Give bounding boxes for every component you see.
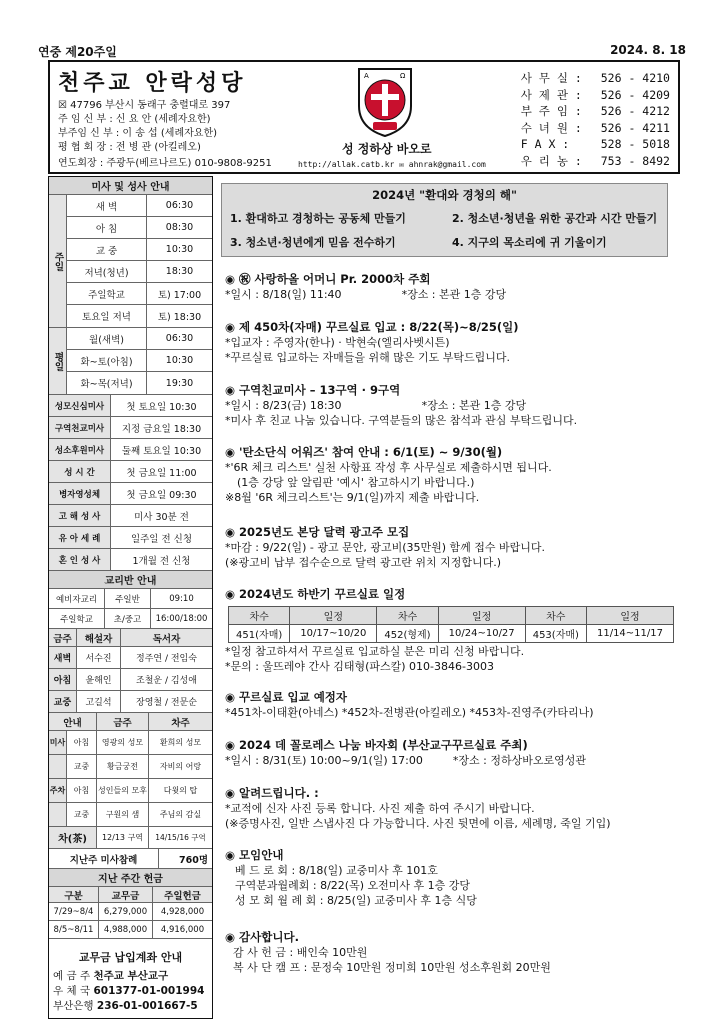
notice-calendar-ads (225, 525, 545, 570)
special-name: 고 해 성 사 (49, 505, 111, 526)
offering-head-period: 구분 (49, 887, 99, 902)
phone-number: 528 - 5018 (600, 137, 670, 152)
account-row (53, 999, 208, 1014)
phone-row (521, 87, 670, 104)
notice-line: 감 사 헌 금 : 배인숙 10만원 (233, 946, 368, 959)
phone-label: 사 제 관 : (520, 87, 582, 102)
attendance-row (49, 849, 212, 869)
account-label: 우 체 국 (53, 985, 91, 997)
special-time: 첫 토요일 10:30 (126, 401, 197, 413)
parish-title: 천주교 안락성당 (58, 71, 247, 96)
offering-header (49, 887, 212, 903)
guide-next-week: 환희의 성모 (159, 738, 202, 747)
table-header-cell: 차수 (229, 607, 290, 625)
special-time: 둘째 토요일 10:30 (121, 445, 202, 457)
guide-this-week: 황금궁전 (97, 755, 149, 778)
special-time: 일주일 전 신청 (130, 533, 193, 545)
phone-number: 526 - 4212 (600, 104, 670, 119)
notice-announcement (225, 786, 611, 831)
notice-line: *마감 : 9/22(일) - 광고 문안, 광고비(35만원) 함께 접수 바랍니다. (225, 541, 546, 554)
notice-line: *교적에 신자 사진 등록 합니다. 사진 제출 하여 주시기 바랍니다. (225, 802, 535, 815)
notice-line: 구역분과월례회 : 8/22(목) 오전미사 후 1층 강당 (235, 879, 470, 892)
mass-name: 토요일 저녁 (67, 305, 147, 327)
offering-period: 7/29~8/4 (49, 903, 99, 920)
guide-row (49, 779, 212, 803)
mass-row (67, 328, 212, 350)
notice-line: *미사 후 친교 나눔 있습니다. 구역분들의 많은 참석과 관심 부탁드립니다. (225, 414, 578, 427)
guide-next-week: 자비의 어랑 (159, 762, 202, 771)
catechism-row (49, 609, 212, 629)
theme-item: 3. 청소년·청년에게 믿음 전수하기 (230, 236, 396, 249)
guide-header (49, 713, 212, 731)
notice-title: ◉ 2025년도 본당 달력 광고주 모집 (225, 525, 410, 539)
offering-head-dues: 교무금 (99, 887, 153, 902)
notice-line: *일시 : 8/18(일) 11:40 (225, 288, 342, 301)
phone-list (521, 70, 670, 170)
tea-row (49, 827, 212, 849)
special-row (49, 461, 212, 483)
special-row (49, 395, 212, 417)
roles-commentator: 윤해인 (77, 669, 121, 690)
account-list (49, 967, 212, 1018)
notice-cursillo-schedule (225, 587, 405, 602)
mass-title: 미사 및 성사 안내 (49, 177, 212, 195)
phone-number: 753 - 8492 (600, 153, 670, 168)
guide-row (49, 755, 212, 779)
svg-text:Ω: Ω (400, 72, 406, 80)
offering-row (49, 921, 212, 939)
table-header-cell: 일정 (586, 607, 673, 625)
svg-text:A: A (364, 72, 369, 80)
notice-line: 복 사 단 캠 프 : 문정숙 10만원 정미희 10만원 성소후원회 20만원 (233, 961, 551, 974)
roles-readers: 정주연 / 전임숙 (136, 654, 197, 664)
phone-row (521, 120, 670, 137)
guide-this-week: 성인들의 모후 (97, 779, 149, 802)
roles-row (49, 691, 212, 713)
assistant-pastor: 부주임 신 부 : 이 송 섭 (세례자요한) (58, 128, 218, 139)
year-theme-box (221, 183, 668, 257)
notice-line: 베 드 로 회 : 8/18(일) 교중미사 후 101호 (235, 864, 438, 877)
guide-mass: 아침 (67, 731, 97, 754)
catechism-name: 예비자교리 (49, 589, 105, 608)
guide-group (49, 803, 67, 826)
special-name: 병자영성체 (49, 483, 111, 504)
catechism-name: 주일학교 (49, 609, 105, 628)
attendance-value: 760명 (178, 854, 208, 866)
table-header-cell: 차수 (525, 607, 586, 625)
phone-row (521, 103, 670, 120)
roles-readers: 조철운 / 김성애 (136, 676, 197, 686)
table-header-cell: 차수 (377, 607, 438, 625)
mass-row (67, 305, 212, 327)
notice-title: ◉ 제 450차(자매) 꾸르실료 입교 : 8/22(목)~8/25(일) (225, 320, 519, 334)
mass-row (67, 217, 212, 239)
account-title: 교무금 납입계좌 안내 (78, 951, 183, 964)
guide-group (49, 755, 67, 778)
phone-row (521, 136, 670, 153)
account-label: 부산은행 (53, 1000, 94, 1012)
special-time: 첫 금요일 11:00 (126, 467, 197, 479)
account-row (53, 984, 208, 999)
mass-name: 아 침 (67, 217, 147, 238)
roles-row (49, 669, 212, 691)
phone-row (521, 70, 670, 87)
mass-name: 화~목(저녁) (67, 372, 147, 394)
guide-mass: 교중 (67, 755, 97, 778)
notice-title: ◉ 모임안내 (225, 848, 284, 862)
offering-dues: 4,988,000 (99, 921, 153, 938)
offering-row (49, 903, 212, 921)
tea-this-week: 12/13 구역 (97, 827, 149, 848)
notice-title: ◉ 2024년도 하반기 꾸르실료 일정 (225, 587, 406, 601)
roles-head-reader: 독서자 (152, 633, 181, 645)
notice-line: *꾸르실료 입교하는 자매들을 위해 많은 기도 부탁드립니다. (225, 351, 510, 364)
notice-district-mass (225, 383, 577, 428)
mass-time: 토) 18:30 (157, 312, 202, 323)
roles-readers: 장영철 / 전문순 (136, 698, 197, 708)
pastor: 주 임 신 부 : 신 요 안 (세례자요한) (58, 114, 211, 125)
notice-meetings (225, 848, 477, 908)
guide-next-week: 주님의 감실 (159, 810, 202, 819)
mass-time: 18:30 (165, 266, 194, 277)
mass-time: 06:30 (165, 333, 194, 344)
notice-cursillo-candidates (225, 690, 594, 720)
weekday-label: 평일 (49, 328, 67, 394)
phone-label: 사 무 실 : (520, 71, 582, 85)
mass-time: 19:30 (165, 377, 194, 389)
offering-head-sunday: 주일헌금 (164, 890, 201, 902)
notice-line: *장소 : 정하상바오로영성관 (452, 754, 586, 767)
roles-head-week: 금주 (49, 629, 77, 646)
phone-label: 수 녀 원 : (520, 120, 582, 135)
sunday-mass-block (49, 195, 212, 328)
theme-item: 2. 청소년·청년을 위한 공간과 시간 만들기 (452, 212, 658, 225)
special-name: 성소후원미사 (49, 439, 111, 460)
mass-row (67, 261, 212, 283)
theme-item: 1. 환대하고 경청하는 공동체 만들기 (230, 212, 406, 225)
notice-title: ◉ 꾸르실료 입교 예정자 (225, 690, 348, 704)
notice-line: *일시 : 8/23(금) 18:30 (225, 399, 342, 412)
masthead (48, 60, 680, 174)
special-name: 혼 인 성 사 (49, 549, 111, 570)
notice-cursillo-schedule-notes (225, 644, 524, 674)
parish-logo-icon (356, 66, 414, 138)
guide-head-this-week: 금주 (97, 713, 149, 730)
special-time: 미사 30분 전 (134, 511, 189, 523)
theme-title: 2024년 "환대와 경청의 해" (372, 188, 517, 202)
special-row (49, 483, 212, 505)
special-row (49, 527, 212, 549)
mass-row (67, 195, 212, 217)
notice-title: ◉ 알려드립니다. : (225, 786, 319, 800)
offering-title: 지난 주간 헌금 (49, 869, 212, 887)
account-value: 천주교 부산교구 (93, 970, 169, 982)
mass-time: 10:30 (165, 244, 194, 255)
phone-label: 우 리 농 : (520, 153, 582, 168)
phone-number: 526 - 4209 (600, 87, 670, 102)
catechism-row (49, 589, 212, 609)
guide-this-week: 영광의 성모 (97, 731, 149, 754)
mass-row (67, 350, 212, 372)
mass-row (67, 372, 212, 394)
catechism-time: 09:10 (169, 593, 194, 604)
notice-carbon-fast (225, 445, 552, 505)
mass-name: 새 벽 (67, 195, 147, 216)
parish-patron: 성 정하상 바오로 (342, 142, 432, 156)
guide-next-week: 다윗의 탑 (163, 786, 198, 795)
table-header-cell: 일정 (290, 607, 377, 625)
account-row (53, 969, 208, 984)
region-president: 연도회장 : 주광두(베르나르도) 010-9808-9251 (58, 158, 272, 169)
guide-head-next-week: 차주 (171, 717, 190, 729)
mass-time: 토) 17:00 (157, 289, 202, 301)
roles-header (49, 629, 212, 647)
catechism-time: 16:00/18:00 (155, 613, 208, 624)
offering-period: 8/5~8/11 (49, 921, 99, 938)
table-cell: 10/24~10/27 (438, 625, 525, 643)
phone-label: 부 주 임 : (520, 104, 582, 119)
catechism-when: 주일반 (105, 589, 151, 608)
special-name: 성모신심미사 (49, 395, 111, 416)
table-cell: 453(자매) (525, 625, 586, 643)
notice-title: ◉ 감사합니다. (225, 930, 299, 944)
mass-time: 10:30 (165, 355, 194, 366)
offering-sunday: 4,916,000 (160, 924, 205, 935)
offering-dues: 6,279,000 (99, 903, 153, 920)
sunday-label: 주일 (49, 195, 67, 327)
roles-commentator: 서수진 (77, 647, 121, 668)
guide-mass: 아침 (67, 779, 97, 802)
notice-line: (※증명사진, 일반 스냅사진 다 가능합니다. 사진 뒷면에 이름, 세례명, 죽일 기입) (225, 817, 611, 830)
notice-title: ◉ '탄소단식 어워즈' 참여 안내 : 6/1(토) ~ 9/30(월) (225, 445, 503, 459)
roles-mass: 아침 (49, 669, 77, 690)
mass-name: 화~토(아침) (67, 350, 147, 371)
notice-line: (1층 강당 앞 알림판 '예시' 참고하시기 바랍니다.) (237, 476, 475, 489)
special-row (49, 549, 212, 571)
phone-label: F A X : (520, 137, 570, 152)
guide-row (49, 803, 212, 827)
special-time: 첫 금요일 09:30 (126, 489, 197, 501)
notice-line: 성 모 회 월 례 회 : 8/25(일) 교중미사 후 1층 식당 (235, 894, 477, 907)
guide-group: 미사 (49, 731, 67, 754)
notice-line: (※광고비 납부 접수순으로 달력 광고란 위치 지정합니다.) (225, 556, 502, 569)
phone-row (521, 153, 670, 170)
notice-line: *일시 : 8/31(토) 10:00~9/1(일) 17:00 (225, 754, 423, 767)
offering-sunday: 4,928,000 (160, 906, 205, 917)
table-header-row (229, 607, 674, 625)
table-row (229, 625, 674, 643)
guide-this-week: 구원의 샘 (97, 803, 149, 826)
table-cell: 10/17~10/20 (290, 625, 377, 643)
address: ☒ 47796 부산시 동래구 충렬대로 397 (58, 100, 231, 111)
notice-line: *장소 : 본관 1층 강당 (401, 288, 507, 301)
table-header-cell: 일정 (438, 607, 525, 625)
notice-bazaar (225, 738, 586, 768)
issue-date: 2024. 8. 18 (610, 43, 686, 57)
cursillo-schedule-table (228, 606, 674, 643)
account-label: 예 금 주 (53, 970, 91, 982)
left-info-column (48, 176, 213, 1019)
attendance-label: 지난주 미사참례 (49, 849, 159, 868)
account-value: 601377-01-001994 (93, 985, 205, 997)
mass-name: 교 중 (67, 239, 147, 260)
council-president: 평 협 회 장 : 전 병 관 (아킬레오) (58, 142, 201, 153)
notice-cursillo-entry (225, 320, 519, 365)
notice-legio (225, 272, 506, 302)
guide-group: 주차 (49, 779, 67, 802)
table-cell: 11/14~11/17 (586, 625, 673, 643)
special-row (49, 505, 212, 527)
special-time: 1개월 전 신청 (132, 555, 191, 567)
notice-line: *일정 참고하셔서 꾸르실료 입교하실 분은 미리 신청 바랍니다. (225, 645, 525, 658)
table-cell: 451(자매) (229, 625, 290, 643)
roles-head-commentator: 해설자 (77, 629, 121, 646)
tea-next-week: 14/15/16 구역 (155, 833, 206, 842)
mass-name: 월(새벽) (67, 328, 147, 349)
notice-title: ◉ 2024 데 꼴로레스 나눔 바자회 (부산교구꾸르실료 주최) (225, 738, 528, 752)
tea-label: 차(茶) (49, 827, 97, 848)
website-email[interactable]: http://allak.catb.kr ✉ ahnrak@gmail.com (298, 160, 486, 169)
mass-row (67, 283, 212, 305)
table-cell: 452(형제) (377, 625, 438, 643)
roles-mass: 새벽 (49, 647, 77, 668)
special-name: 유 아 세 례 (49, 527, 111, 548)
mass-row (67, 239, 212, 261)
mass-name: 저녁(청년) (67, 261, 147, 282)
guide-head-label: 안내 (49, 713, 97, 730)
notice-title: ◉ ㊗ 사랑하올 어머니 Pr. 2000차 주회 (225, 272, 431, 286)
guide-row (49, 731, 212, 755)
mass-time: 06:30 (165, 200, 194, 211)
catechism-when: 초/중고 (105, 609, 151, 628)
special-name: 구역천교미사 (49, 417, 111, 438)
phone-number: 526 - 4210 (600, 71, 670, 85)
notice-title: ◉ 구역친교미사 – 13구역 · 9구역 (225, 383, 401, 397)
catechism-title: 교리반 안내 (49, 571, 212, 589)
notice-line: *장소 : 본관 1층 강당 (421, 399, 527, 412)
notice-line: *451차-이태환(아네스) *452차-전병관(아킬레오) *453차-진영주(카타리나) (225, 706, 594, 719)
phone-number: 526 - 4211 (600, 120, 670, 135)
notice-line: ※8월 '6R 체크리스트'는 9/1(일)까지 제출 바랍니다. (225, 491, 480, 504)
special-name: 성 시 간 (49, 461, 111, 482)
notice-thanks (225, 930, 551, 975)
guide-mass: 교중 (67, 803, 97, 826)
volume-label: 연중 제20주일 (38, 45, 117, 59)
special-time: 지정 금요일 18:30 (121, 423, 202, 435)
mass-name: 주일학교 (67, 283, 147, 304)
theme-item: 4. 지구의 목소리에 귀 기울이기 (452, 236, 607, 249)
special-row (49, 417, 212, 439)
roles-mass: 교중 (49, 691, 77, 712)
roles-row (49, 647, 212, 669)
notice-line: *문의 : 울뜨레야 간사 김태형(파스칼) 010-3846-3003 (225, 660, 494, 673)
mass-time: 08:30 (165, 222, 194, 233)
roles-commentator: 고길석 (77, 691, 121, 712)
special-row (49, 439, 212, 461)
notice-line: *'6R 체크 리스트' 실천 사항표 작성 후 사무실로 제출하시면 됩니다. (225, 461, 552, 474)
account-value: 236-01-001667-5 (96, 1000, 198, 1012)
weekday-mass-block (49, 328, 212, 395)
notice-line: *입교자 : 주영자(한나) · 박현숙(엘리사벳시튼) (225, 336, 450, 349)
